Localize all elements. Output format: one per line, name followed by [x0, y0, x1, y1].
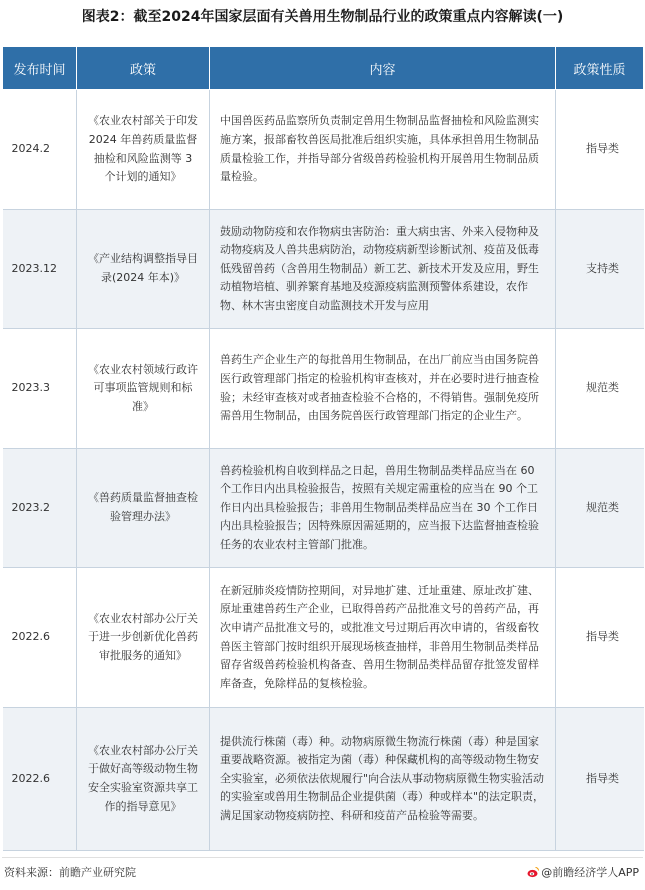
row-date: 2023.3: [3, 329, 77, 449]
row-nature: 规范类: [556, 329, 644, 449]
row-content: 中国兽医药品监察所负责制定兽用生物制品监督抽检和风险监测实施方案，报部畜牧兽医局批准后组织实施，具体承担兽用生物制品质量检验工作，并指导部分省级兽药检验机构开展兽用生物制品质量检验。: [210, 90, 556, 210]
row-policy: 《农业农村部办公厅关于做好高等级动物生物安全实验室资源共享工作的指导意见》: [77, 708, 210, 851]
row-date: 2022.6: [3, 708, 77, 851]
source-note: 资料来源：前瞻产业研究院: [4, 866, 136, 879]
table-row: [3, 90, 644, 210]
table-row: [3, 329, 644, 449]
row-policy: 《产业结构调整指导目录(2024 年本)》: [77, 210, 210, 329]
header-date: 发布时间: [3, 47, 77, 90]
brand-credit: [527, 864, 639, 880]
row-content: 鼓励动物防疫和农作物病虫害防治：重大病虫害、外来入侵物种及动物疫病及人兽共患病防治，动物疫病新型诊断试剂、疫苗及低毒低残留兽药（含兽用生物制品）新工艺、新技术开发及应用，野生动植物培植、驯养繁育基地及疫源疫病监测预警体系建设，农作物、林木害虫密度自动监测技术开发与应用: [210, 210, 556, 329]
row-nature: 指导类: [556, 708, 644, 851]
row-policy: 《农业农村部关于印发 2024 年兽药质量监督抽检和风险监测等 3 个计划的通知》: [77, 90, 210, 210]
header-policy: 政策: [77, 47, 210, 90]
weibo-icon: [527, 866, 539, 878]
row-nature: 指导类: [556, 90, 644, 210]
policy-table: [2, 46, 644, 851]
row-content: 兽药生产企业生产的每批兽用生物制品，在出厂前应当由国务院兽医行政管理部门指定的检验机构审查核对，并在必要时进行抽查检验；未经审查核对或者抽查检验不合格的，不得销售。强制免疫所需兽用生物制品，由国务院兽医行政管理部门指定的企业生产。: [210, 329, 556, 449]
brand-text: @前瞻经济学人APP: [541, 866, 639, 879]
header-content: 内容: [210, 47, 556, 90]
row-nature: 指导类: [556, 568, 644, 708]
row-policy: 《兽药质量监督抽查检验管理办法》: [77, 449, 210, 568]
row-date: 2023.2: [3, 449, 77, 568]
row-date: 2022.6: [3, 568, 77, 708]
table-header-row: [3, 47, 644, 90]
chart-title: 图表2：截至2024年国家层面有关兽用生物制品行业的政策重点内容解读(一): [81, 9, 564, 25]
row-policy: 《农业农村部办公厅关于进一步创新优化兽药审批服务的通知》: [77, 568, 210, 708]
table-row: [3, 449, 644, 568]
footer-divider: [2, 857, 643, 858]
row-date: 2023.12: [3, 210, 77, 329]
row-date: 2024.2: [3, 90, 77, 210]
table-row: [3, 568, 644, 708]
row-nature: 规范类: [556, 449, 644, 568]
row-nature: 支持类: [556, 210, 644, 329]
table-row: [3, 708, 644, 851]
row-content: 提供流行株菌（毒）种。动物病原微生物流行株菌（毒）种是国家重要战略资源。被指定为菌（毒）种保藏机构的高等级动物生物安全实验室，必须依法依规履行"向合法从事动物病原微生物实验活动的实验室或兽用生物制品企业提供菌（毒）种或样本"的法定职责，满足国家动物疫病防控、科研和疫苗产品检验等需要。: [210, 708, 556, 851]
header-nature: 政策性质: [556, 47, 644, 90]
row-content: 兽药检验机构自收到样品之日起，兽用生物制品类样品应当在 60 个工作日内出具检验报告，按照有关规定需重检的应当在 90 个工作日内出具检验报告；非兽用生物制品类样品应当在 30 个工作日内出具检验报告；因特殊原因需延期的，应当报下达监督抽查检验任务的农业农村主管部门批准。: [210, 449, 556, 568]
table-row: [3, 210, 644, 329]
row-policy: 《农业农村领域行政许可事项监管规则和标准》: [77, 329, 210, 449]
row-content: 在新冠肺炎疫情防控期间，对异地扩建、迁址重建、原址改扩建、原址重建兽药生产企业，已取得兽药产品批准文号的兽药产品，再次申请产品批准文号的，或批准文号过期后再次申请的，省级畜牧兽医主管部门按时组织开展现场核查抽样，非兽用生物制品类样品留存省级兽药检验机构备查、兽用生物制品类样品留存批签发留样库备查，免除样品的复核检验。: [210, 568, 556, 708]
